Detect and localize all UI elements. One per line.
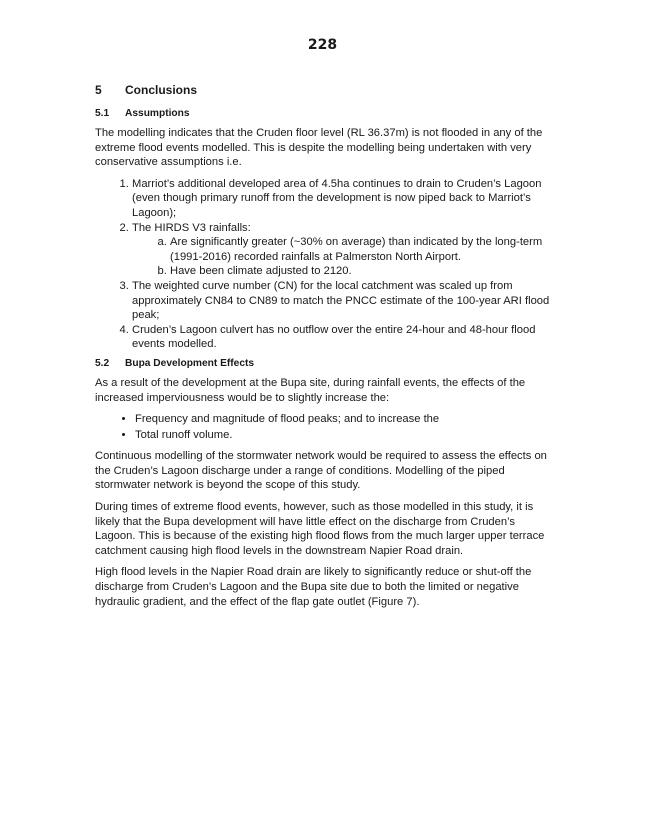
list-item (132, 221, 550, 279)
subsection-number: 5.2 (95, 357, 110, 369)
paragraph: During times of extreme flood events, however, such as those modelled in this study, it is likely that the Bupa development will have little effect on the discharge from Cruden’s Lagoon. This is because of the existing high flood flows from the much larger upper terrace catchment causing high flood levels in the downstream Napier Road drain. (95, 501, 545, 557)
paragraph: High flood levels in the Napier Road drain are likely to significantly reduce or shut-off the discharge from Cruden’s Lagoon and the Bupa site due to both the limited or negative hydraulic gradient, and the effect of the flap gate outlet (Figure 7). (95, 566, 532, 608)
paragraph: Continuous modelling of the stormwater network would be required to assess the effects on the Cruden’s Lagoon discharge under a range of conditions. Modelling of the piped stormwater network is beyond the scope of this study. (95, 450, 547, 492)
sublist-item: a. Are significantly greater (~30% on average) than indicated by the long-term (1991-2016) recorded rainfalls at Palmerston North Airport. (170, 235, 550, 264)
bullet-item: • Frequency and magnitude of flood peaks; and to increase the (135, 412, 550, 427)
list-item-text: The HIRDS V3 rainfalls: (132, 221, 251, 234)
list-item: 4. Cruden’s Lagoon culvert has no outflow over the entire 24-hour and 48-hour flood events modelled. (132, 323, 550, 352)
list-item: 3. The weighted curve number (CN) for the local catchment was scaled up from approximately CN84 to CN89 to match the PNCC estimate of the 100-year ARI flood peak; (132, 279, 550, 323)
section-heading (95, 82, 550, 98)
bupa-intro: As a result of the development at the Bupa site, during rainfall events, the effects of the increased imperviousness would be to slightly increase the: (95, 376, 526, 404)
effects-bullet-list (95, 412, 550, 442)
page-number: 228 (307, 37, 338, 53)
document-body (95, 82, 550, 616)
sublist-item: b. Have been climate adjusted to 2120. (170, 264, 550, 279)
subsection-title: Bupa Development Effects (125, 357, 255, 369)
bullet-item: • Total runoff volume. (135, 428, 550, 443)
section-number: 5 (95, 83, 102, 97)
subsection-heading-bupa (95, 357, 550, 371)
subsection-title: Assumptions (125, 108, 190, 119)
list-item: 1. Marriot’s additional developed area of 4.5ha continues to drain to Cruden’s Lagoon (even though primary runoff from the development is now piped back to Marriot’s Lagoon); (132, 177, 550, 221)
assumptions-list (95, 177, 550, 352)
section-title: Conclusions (125, 83, 198, 97)
subsection-heading-assumptions (95, 107, 550, 121)
subsection-number: 5.1 (95, 108, 110, 119)
sublist (132, 235, 550, 279)
assumptions-intro: The modelling indicates that the Cruden floor level (RL 36.37m) is not flooded in any of the extreme flood events modelled. This is despite the modelling being undertaken with very conservative assumptions i.e. (95, 127, 543, 169)
